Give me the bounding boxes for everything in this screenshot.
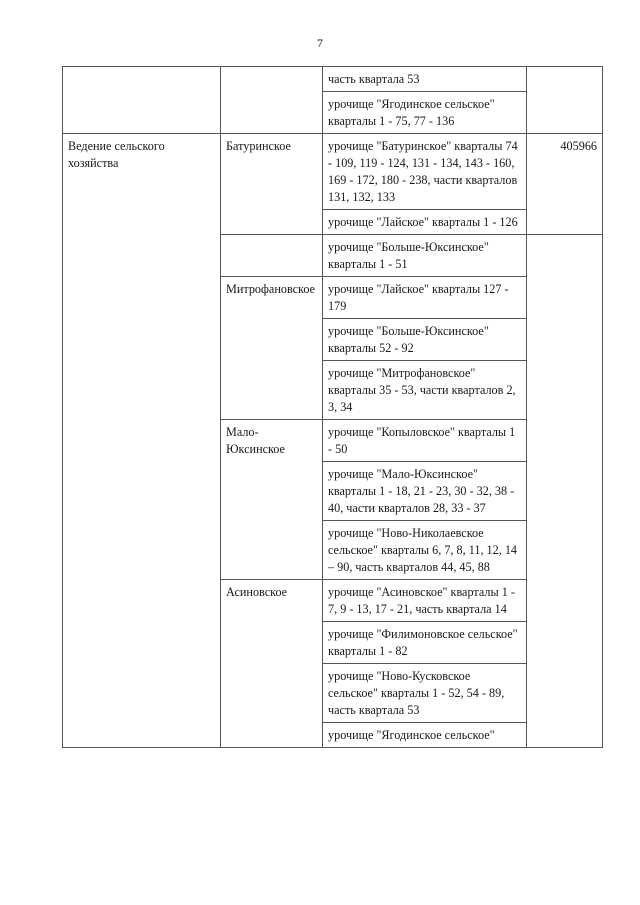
forestry-cell: Асиновское bbox=[221, 580, 323, 748]
tract-cell: урочище "Ново-Кусковское сельское" кварталы 1 - 52, 54 - 89, часть квартала 53 bbox=[323, 664, 527, 723]
tract-cell: урочище "Мало-Юксинское" кварталы 1 - 18, 21 - 23, 30 - 32, 38 - 40, части кварталов 28, 33 - 37 bbox=[323, 462, 527, 521]
tract-cell: урочище "Ягодинское сельское" кварталы 1 - 75, 77 - 136 bbox=[323, 92, 527, 134]
tract-cell: часть квартала 53 bbox=[323, 67, 527, 92]
forestry-cell bbox=[221, 235, 323, 277]
tract-cell: урочище "Больше-Юксинское" кварталы 1 - 51 bbox=[323, 235, 527, 277]
tract-cell: урочище "Филимоновское сельское" кварталы 1 - 82 bbox=[323, 622, 527, 664]
forestry-table bbox=[62, 66, 603, 748]
tract-cell: урочище "Митрофановское" кварталы 35 - 53, части кварталов 2, 3, 34 bbox=[323, 361, 527, 420]
forestry-cell bbox=[221, 67, 323, 134]
area-cell bbox=[527, 235, 603, 748]
purpose-cell: Ведение сельского хозяйства bbox=[63, 134, 221, 748]
tract-cell: урочище "Лайское" кварталы 127 - 179 bbox=[323, 277, 527, 319]
area-cell bbox=[527, 67, 603, 134]
tract-cell: урочище "Лайское" кварталы 1 - 126 bbox=[323, 210, 527, 235]
area-cell: 405966 bbox=[527, 134, 603, 235]
tract-cell: урочище "Асиновское" кварталы 1 - 7, 9 - 13, 17 - 21, часть квартала 14 bbox=[323, 580, 527, 622]
tract-cell: урочище "Батуринское" кварталы 74 - 109, 119 - 124, 131 - 134, 143 - 160, 169 - 172, 180 - 238, части кварталов 131, 132, 133 bbox=[323, 134, 527, 210]
table-row bbox=[63, 67, 603, 92]
tract-cell: урочище "Копыловское" кварталы 1 - 50 bbox=[323, 420, 527, 462]
page-number: 7 bbox=[317, 36, 323, 50]
forestry-cell: Митрофановское bbox=[221, 277, 323, 420]
purpose-cell bbox=[63, 67, 221, 134]
forestry-cell: Батуринское bbox=[221, 134, 323, 235]
tract-cell: урочище "Ново-Николаевское сельское" кварталы 6, 7, 8, 11, 12, 14 – 90, часть кварталов 44, 45, 88 bbox=[323, 521, 527, 580]
forestry-cell: Мало-Юксинское bbox=[221, 420, 323, 580]
table-row bbox=[63, 134, 603, 210]
tract-cell: урочище "Больше-Юксинское" кварталы 52 - 92 bbox=[323, 319, 527, 361]
tract-cell: урочище "Ягодинское сельское" bbox=[323, 723, 527, 748]
